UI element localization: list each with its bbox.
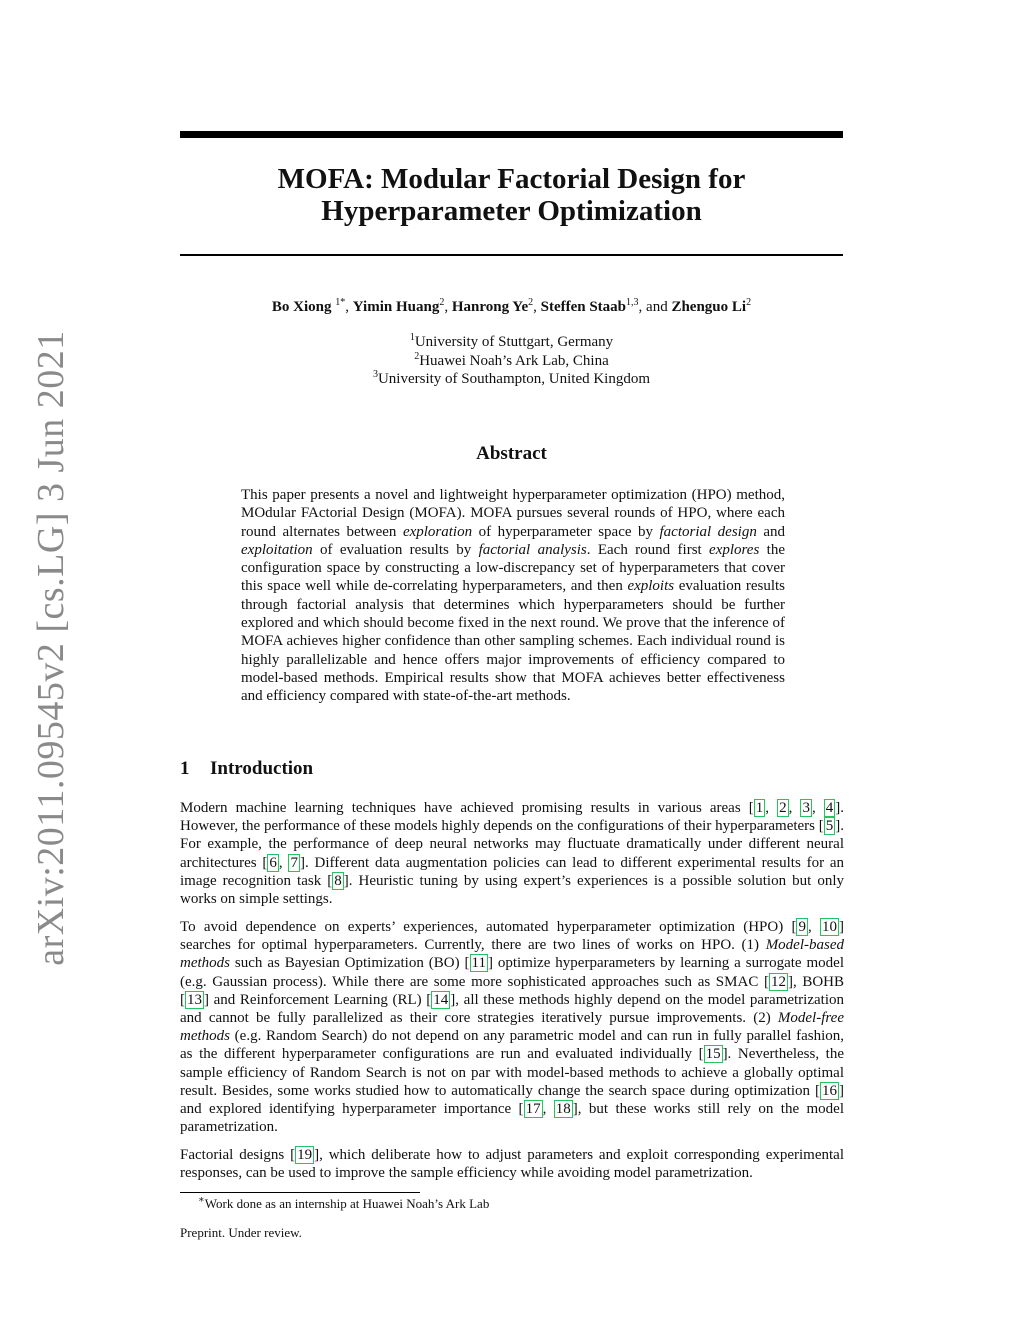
- affiliation: [180, 352, 843, 371]
- affiliation-text: University of Southampton, United Kingdom: [377, 371, 651, 387]
- footnote: [198, 1196, 489, 1212]
- affiliation-text: University of Stuttgart, Germany: [414, 334, 614, 350]
- citation-link[interactable]: 17: [525, 1101, 541, 1118]
- author-affil-sup: 2: [528, 297, 534, 308]
- intro-paragraph-2: [180, 918, 844, 1136]
- body-text: ]. However, the performance of these models highly depends on the configurations of their hyperparameters [: [180, 800, 845, 835]
- body-text: To avoid dependence on experts’ experiences, automated hyperparameter optimization (HPO) [: [180, 919, 797, 935]
- affiliation-text: Huawei Noah’s Ark Lab, China: [419, 352, 609, 369]
- citation-separator: ,: [788, 800, 801, 816]
- title-top-rule: [180, 131, 843, 138]
- author-list: [180, 297, 843, 317]
- affiliation-sup: 2: [414, 350, 420, 362]
- citation-link[interactable]: 2: [779, 800, 787, 816]
- abstract-emphasis: exploits: [627, 578, 675, 595]
- citation-link[interactable]: 5: [825, 818, 834, 835]
- citation-separator: ,: [811, 800, 824, 816]
- citation-link[interactable]: 18: [555, 1101, 571, 1118]
- author-name: Zhenguo Li: [671, 299, 747, 315]
- footnote-text: Work done as an internship at Huawei Noah’s Ark Lab: [204, 1196, 490, 1211]
- abstract-emphasis: exploration: [402, 523, 473, 540]
- author-name: Steffen Staab: [540, 299, 627, 315]
- abstract-text: of hyperparameter space by: [472, 523, 660, 540]
- author-separator: ,: [444, 299, 452, 315]
- affiliation: [180, 333, 843, 352]
- footnote-rule: [180, 1192, 420, 1193]
- body-text: Modern machine learning techniques have achieved promising results in various areas [: [180, 800, 754, 816]
- citation-link[interactable]: 9: [798, 919, 806, 935]
- body-text: ] optimize hyperparameters by learning a surrogate model (e.g. Gaussian process). While there are some more sophisticated approaches such as SMAC [: [180, 955, 844, 990]
- citation-separator: ,: [542, 1101, 554, 1118]
- section-number: 1: [180, 758, 190, 779]
- body-text: ], all these methods highly depend on the model parametrization and cannot be fully parallelized as their core strategies iteratively pursue improvements. (2): [180, 991, 844, 1027]
- author-separator: , and: [638, 299, 672, 315]
- abstract-emphasis: exploitation: [241, 541, 313, 558]
- title-line-2: Hyperparameter Optimization: [321, 195, 702, 227]
- affiliations: [180, 333, 843, 389]
- abstract-heading: Abstract: [476, 443, 547, 464]
- author-affil-sup: 1,3: [626, 297, 639, 308]
- citation-link[interactable]: 11: [471, 955, 486, 972]
- body-text: ]. For example, the performance of deep neural networks may fluctuate dramatically under different neural architectures [: [180, 818, 845, 871]
- paper-title: [180, 163, 843, 227]
- footnote-mark: ∗: [198, 1194, 205, 1206]
- title-bottom-rule: [180, 254, 843, 256]
- preprint-note: Preprint. Under review.: [180, 1225, 302, 1240]
- section-heading: [180, 758, 313, 780]
- citation-separator: ,: [807, 919, 820, 935]
- abstract-emphasis: explores: [709, 541, 760, 558]
- author-affil-sup: 2: [439, 297, 445, 308]
- intro-paragraph-3: [180, 1146, 844, 1182]
- body-emphasis: Model-based methods: [180, 937, 844, 972]
- abstract-emphasis: factorial design: [659, 523, 757, 540]
- citation-link[interactable]: 6: [269, 854, 277, 871]
- body-text: ], but these works still rely on the model parametrization.: [180, 1101, 844, 1136]
- author-affil-sup: 2: [746, 297, 752, 308]
- affiliation-sup: 1: [409, 332, 415, 343]
- citation-link[interactable]: 19: [297, 1147, 313, 1163]
- citation-link[interactable]: 14: [433, 991, 449, 1008]
- body-text: (e.g. Random Search) do not depend on any parametric model and can run in fully parallel fashion, as the different hyperparameter configurations are run and evaluated individually [: [180, 1028, 844, 1063]
- body-text: such as Bayesian Optimization (BO) [: [230, 955, 470, 972]
- arxiv-stamp: arXiv:2011.09545v2 [cs.LG] 3 Jun 2021: [30, 330, 72, 966]
- citation-link[interactable]: 7: [290, 854, 298, 871]
- abstract-emphasis: factorial analysis: [478, 541, 587, 558]
- affiliation-sup: 3: [372, 369, 378, 380]
- author-name: Bo Xiong: [271, 299, 332, 315]
- citation-separator: ,: [765, 800, 778, 816]
- affiliation: [180, 370, 843, 389]
- abstract-text: the configuration space by constructing a low-discrepancy set of hyperparameters that cover this space well while de-correlating hyperparameters, and then: [241, 541, 785, 595]
- citation-separator: ,: [278, 854, 289, 871]
- citation-link[interactable]: 3: [802, 800, 810, 816]
- abstract-text: of evaluation results by: [312, 541, 479, 558]
- citation-link[interactable]: 8: [334, 872, 342, 889]
- citation-link[interactable]: 10: [822, 919, 837, 935]
- abstract-text: . Each round first: [586, 541, 710, 558]
- body-text: ] and Reinforcement Learning (RL) [: [204, 991, 432, 1008]
- citation-link[interactable]: 12: [770, 973, 786, 990]
- body-text: ]. Nevertheless, the sample efficiency of Random Search is not on par with model-based methods to achieve a globally optimal result. Besides, some works studied how to automatically change the search space during optimization [: [180, 1046, 844, 1099]
- citation-link[interactable]: 15: [705, 1046, 721, 1063]
- section-title: Introduction: [210, 758, 314, 779]
- abstract-text: This paper presents a novel and lightweight hyperparameter optimization (HPO) method, MOdular FActorial Design (MOFA). MOFA pursues several rounds of HPO, where each round alternates between: [241, 487, 785, 540]
- abstract-body: [241, 486, 785, 706]
- body-text: ]. Heuristic tuning by using expert’s experiences is a possible solution but only works on simple settings.: [180, 872, 844, 908]
- body-text: ] and explored identifying hyperparameter importance [: [180, 1082, 844, 1118]
- body-text: Factorial designs [: [180, 1147, 296, 1163]
- body-text: ], BOHB [: [180, 973, 844, 1008]
- intro-paragraph-1: [180, 799, 844, 908]
- author-separator: ,: [533, 299, 541, 315]
- author-name: Hanrong Ye: [451, 299, 529, 315]
- author-affil-sup: 1*: [335, 297, 346, 308]
- author-separator: ,: [345, 299, 353, 315]
- citation-link[interactable]: 13: [187, 991, 202, 1008]
- body-text: ] searches for optimal hyperparameters. Currently, there are two lines of works on HPO. (1): [180, 919, 844, 954]
- author-name: Yimin Huang: [352, 299, 440, 315]
- abstract-text: evaluation results through factorial analysis that determines which hyperparameters should be further explored and which should become fixed in the next round. We prove that the inference of MOFA achieves higher confidence than other sampling schemes. Each individual round is highly parallelizable and hence offers major improvements of efficiency compared to model-based methods. Empirical results show that MOFA achieves better effectiveness and efficiency compared with state-of-the-art methods.: [241, 578, 786, 705]
- abstract-text: and: [756, 523, 785, 540]
- body-emphasis: Model-free methods: [180, 1010, 844, 1045]
- citation-link[interactable]: 4: [825, 800, 834, 816]
- body-text: ], which deliberate how to adjust parameters and exploit corresponding experimental responses, can be used to improve the sample efficiency while avoiding model parametrization.: [180, 1147, 844, 1182]
- body-text: ]. Different data augmentation policies can lead to different experimental results for an image recognition task [: [180, 854, 845, 889]
- citation-link[interactable]: 16: [822, 1082, 837, 1099]
- title-line-1: MOFA: Modular Factorial Design for: [277, 163, 746, 195]
- citation-link[interactable]: 1: [755, 800, 764, 816]
